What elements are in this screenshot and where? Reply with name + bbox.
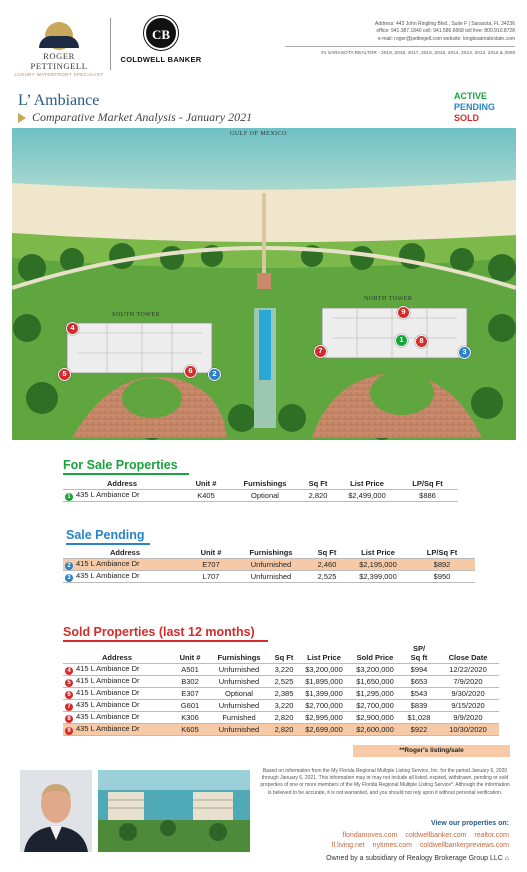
address-cell: 1 435 L Ambiance Dr <box>63 490 181 502</box>
col-unit: Unit # <box>195 479 217 488</box>
triangle-bullet-icon <box>18 113 26 123</box>
office-address: Address: 443 John Ringling Blvd., Suite F | Sarasota, FL 34236 <box>374 21 515 27</box>
ownership-statement: Owned by a subsidiary of Realogy Brokerage Group LLC ⌂ <box>326 855 509 862</box>
lp-sqft-cell: $886 <box>397 490 458 502</box>
page-subtitle <box>18 110 252 125</box>
table-row: 4 415 L Ambiance Dr A501 Unfurnished 3,220 $3,200,000 $3,200,000 $994 12/22/2020 <box>63 664 499 676</box>
subtitle-text: Comparative Market Analysis - January 2021 <box>32 110 253 124</box>
contact-divider <box>285 46 515 47</box>
property-sites-line-1[interactable]: floridamoves.com coldwellbanker.com realtor.com <box>342 832 509 839</box>
active-marker-icon: 1 <box>65 493 73 501</box>
map-pin-6: 6 <box>184 365 197 378</box>
sold-table <box>63 634 499 736</box>
property-sites-line-2[interactable]: fl.living.net nytimes.com coldwellbankerpreviews.com <box>331 842 509 849</box>
table-row: 6 415 L Ambiance Dr E307 Optional 2,385 $1,399,000 $1,295,000 $543 9/30/2020 <box>63 688 499 700</box>
phone-numbers: office: 941.387.1840 cell: 941.586.6668 toll free: 800.910.8728 <box>376 28 515 35</box>
sold-marker-icon: 8 <box>65 715 73 723</box>
map-pin-4: 4 <box>66 322 79 335</box>
sold-marker-icon: 7 <box>65 703 73 711</box>
sqft-cell: 2,820 <box>299 490 337 502</box>
page-title: L’ Ambiance <box>18 92 100 109</box>
status-legend <box>454 91 495 124</box>
contact-block <box>285 21 515 57</box>
rp-logo-name: ROGER PETTINGELL <box>30 51 88 71</box>
pending-title: Sale Pending <box>66 528 145 542</box>
site-plan-image <box>12 128 516 440</box>
pending-underline <box>66 543 150 545</box>
table-row: 3 435 L Ambiance Dr L707 Unfurnished 2,525 $2,399,000 $950 <box>63 571 475 583</box>
coldwell-banker-logo <box>120 16 202 72</box>
legend-pending: PENDING <box>453 102 495 112</box>
rp-logo-tagline: LUXURY WATERFRONT SPECIALIST <box>14 72 104 77</box>
unit-cell: K405 <box>181 490 231 502</box>
site-plan-drawing <box>12 128 516 440</box>
south-tower-label: SOUTH TOWER <box>112 312 161 318</box>
for-sale-title: For Sale Properties <box>63 458 178 472</box>
table-row: 7 435 L Ambiance Dr G601 Unfurnished 3,220 $2,700,000 $2,700,000 $839 9/15/2020 <box>63 700 499 712</box>
sold-marker-icon: 6 <box>65 691 73 699</box>
map-pin-5: 5 <box>58 368 71 381</box>
logo-divider <box>110 18 111 70</box>
table-header-row: Address Unit # Furnishings Sq Ft List Price Sold Price SP/ Sq ft Close Date <box>101 644 488 662</box>
agent-photo <box>20 770 92 852</box>
equal-housing-icon: ⌂ <box>504 855 509 862</box>
property-sites <box>332 831 509 851</box>
map-pin-3: 3 <box>458 346 471 359</box>
sold-marker-icon: 5 <box>65 679 73 687</box>
for-sale-table <box>63 478 458 502</box>
rogers-listing-note: **Roger's listing/sale <box>353 745 510 757</box>
pending-table <box>63 547 475 583</box>
roger-pettingell-logo <box>14 22 104 77</box>
map-pin-1: 1 <box>395 334 408 347</box>
list-price-cell: $2,499,000 <box>337 490 397 502</box>
for-sale-underline <box>63 473 189 475</box>
header <box>0 0 527 80</box>
legend-sold: SOLD <box>453 113 479 123</box>
map-pin-2: 2 <box>208 368 221 381</box>
view-properties-title: View our properties on: <box>430 820 509 827</box>
col-sqft: Sq Ft <box>308 479 328 488</box>
cb-logo-name: COLDWELL BANKER <box>120 55 202 64</box>
mls-disclaimer: Based on information from the My Florida Regional Multiple Listing Service, Inc. for the period January 6, 2020 through January 6, 2021. This information may or may not include all listed, expired, withdrawn, pending or sold properties of one or more members of the My Florida Regional Multiple Listing Service*. Although the information is believed to be accurate, it is not warranted, and you should not rely upon it without personal verification. <box>260 768 510 796</box>
sunset-wave-icon <box>37 22 81 48</box>
table-row: 9 435 L Ambiance Dr K605 Unfurnished 2,820 $2,699,000 $2,600,000 $922 10/30/2020 <box>63 724 499 736</box>
north-tower-label: NORTH TOWER <box>364 296 413 302</box>
cb-seal-icon: CB <box>144 16 178 50</box>
table-row: 5 415 L Ambiance Dr B302 Unfurnished 2,525 $1,895,000 $1,650,000 $653 7/9/2020 <box>63 676 499 688</box>
map-pin-9: 9 <box>397 306 410 319</box>
pending-marker-icon: 2 <box>65 562 73 570</box>
table-header-row: Address Unit # Furnishings Sq Ft List Price LP/Sq Ft <box>109 548 458 557</box>
table-row: 2 415 L Ambiance Dr E707 Unfurnished 2,460 $2,195,000 $892 <box>63 559 475 571</box>
table-row <box>63 490 458 502</box>
sold-marker-icon: 4 <box>65 667 73 675</box>
gulf-of-mexico-label: GULF OF MEXICO <box>230 131 288 137</box>
map-pin-8: 8 <box>415 335 428 348</box>
awards-line: #1 SARASOTA REALTOR - 2019, 2018, 2017, 2016, 2015, 2014, 2013, 2012, 2010 & 2008 <box>321 50 515 56</box>
col-lp-sqft: LP/Sq Ft <box>412 479 443 488</box>
legend-active: ACTIVE <box>453 91 487 101</box>
table-row: 8 435 L Ambiance Dr K306 Furnished 2,820 $2,995,000 $2,900,000 $1,028 9/9/2020 <box>63 712 499 724</box>
col-list-price: List Price <box>350 479 384 488</box>
map-pin-7: 7 <box>314 345 327 358</box>
sold-marker-icon: 9 <box>65 727 73 735</box>
email-website[interactable]: e-mail: roger@pettingell.com website: longboatrealestate.com <box>377 35 515 42</box>
building-photo <box>98 770 250 852</box>
sold-title: Sold Properties (last 12 months) <box>63 625 255 639</box>
pending-marker-icon: 3 <box>65 574 73 582</box>
col-address: Address <box>106 479 137 488</box>
col-furnishings: Furnishings <box>243 479 287 488</box>
furnishings-cell: Optional <box>231 490 299 502</box>
table-header-row <box>63 478 458 490</box>
